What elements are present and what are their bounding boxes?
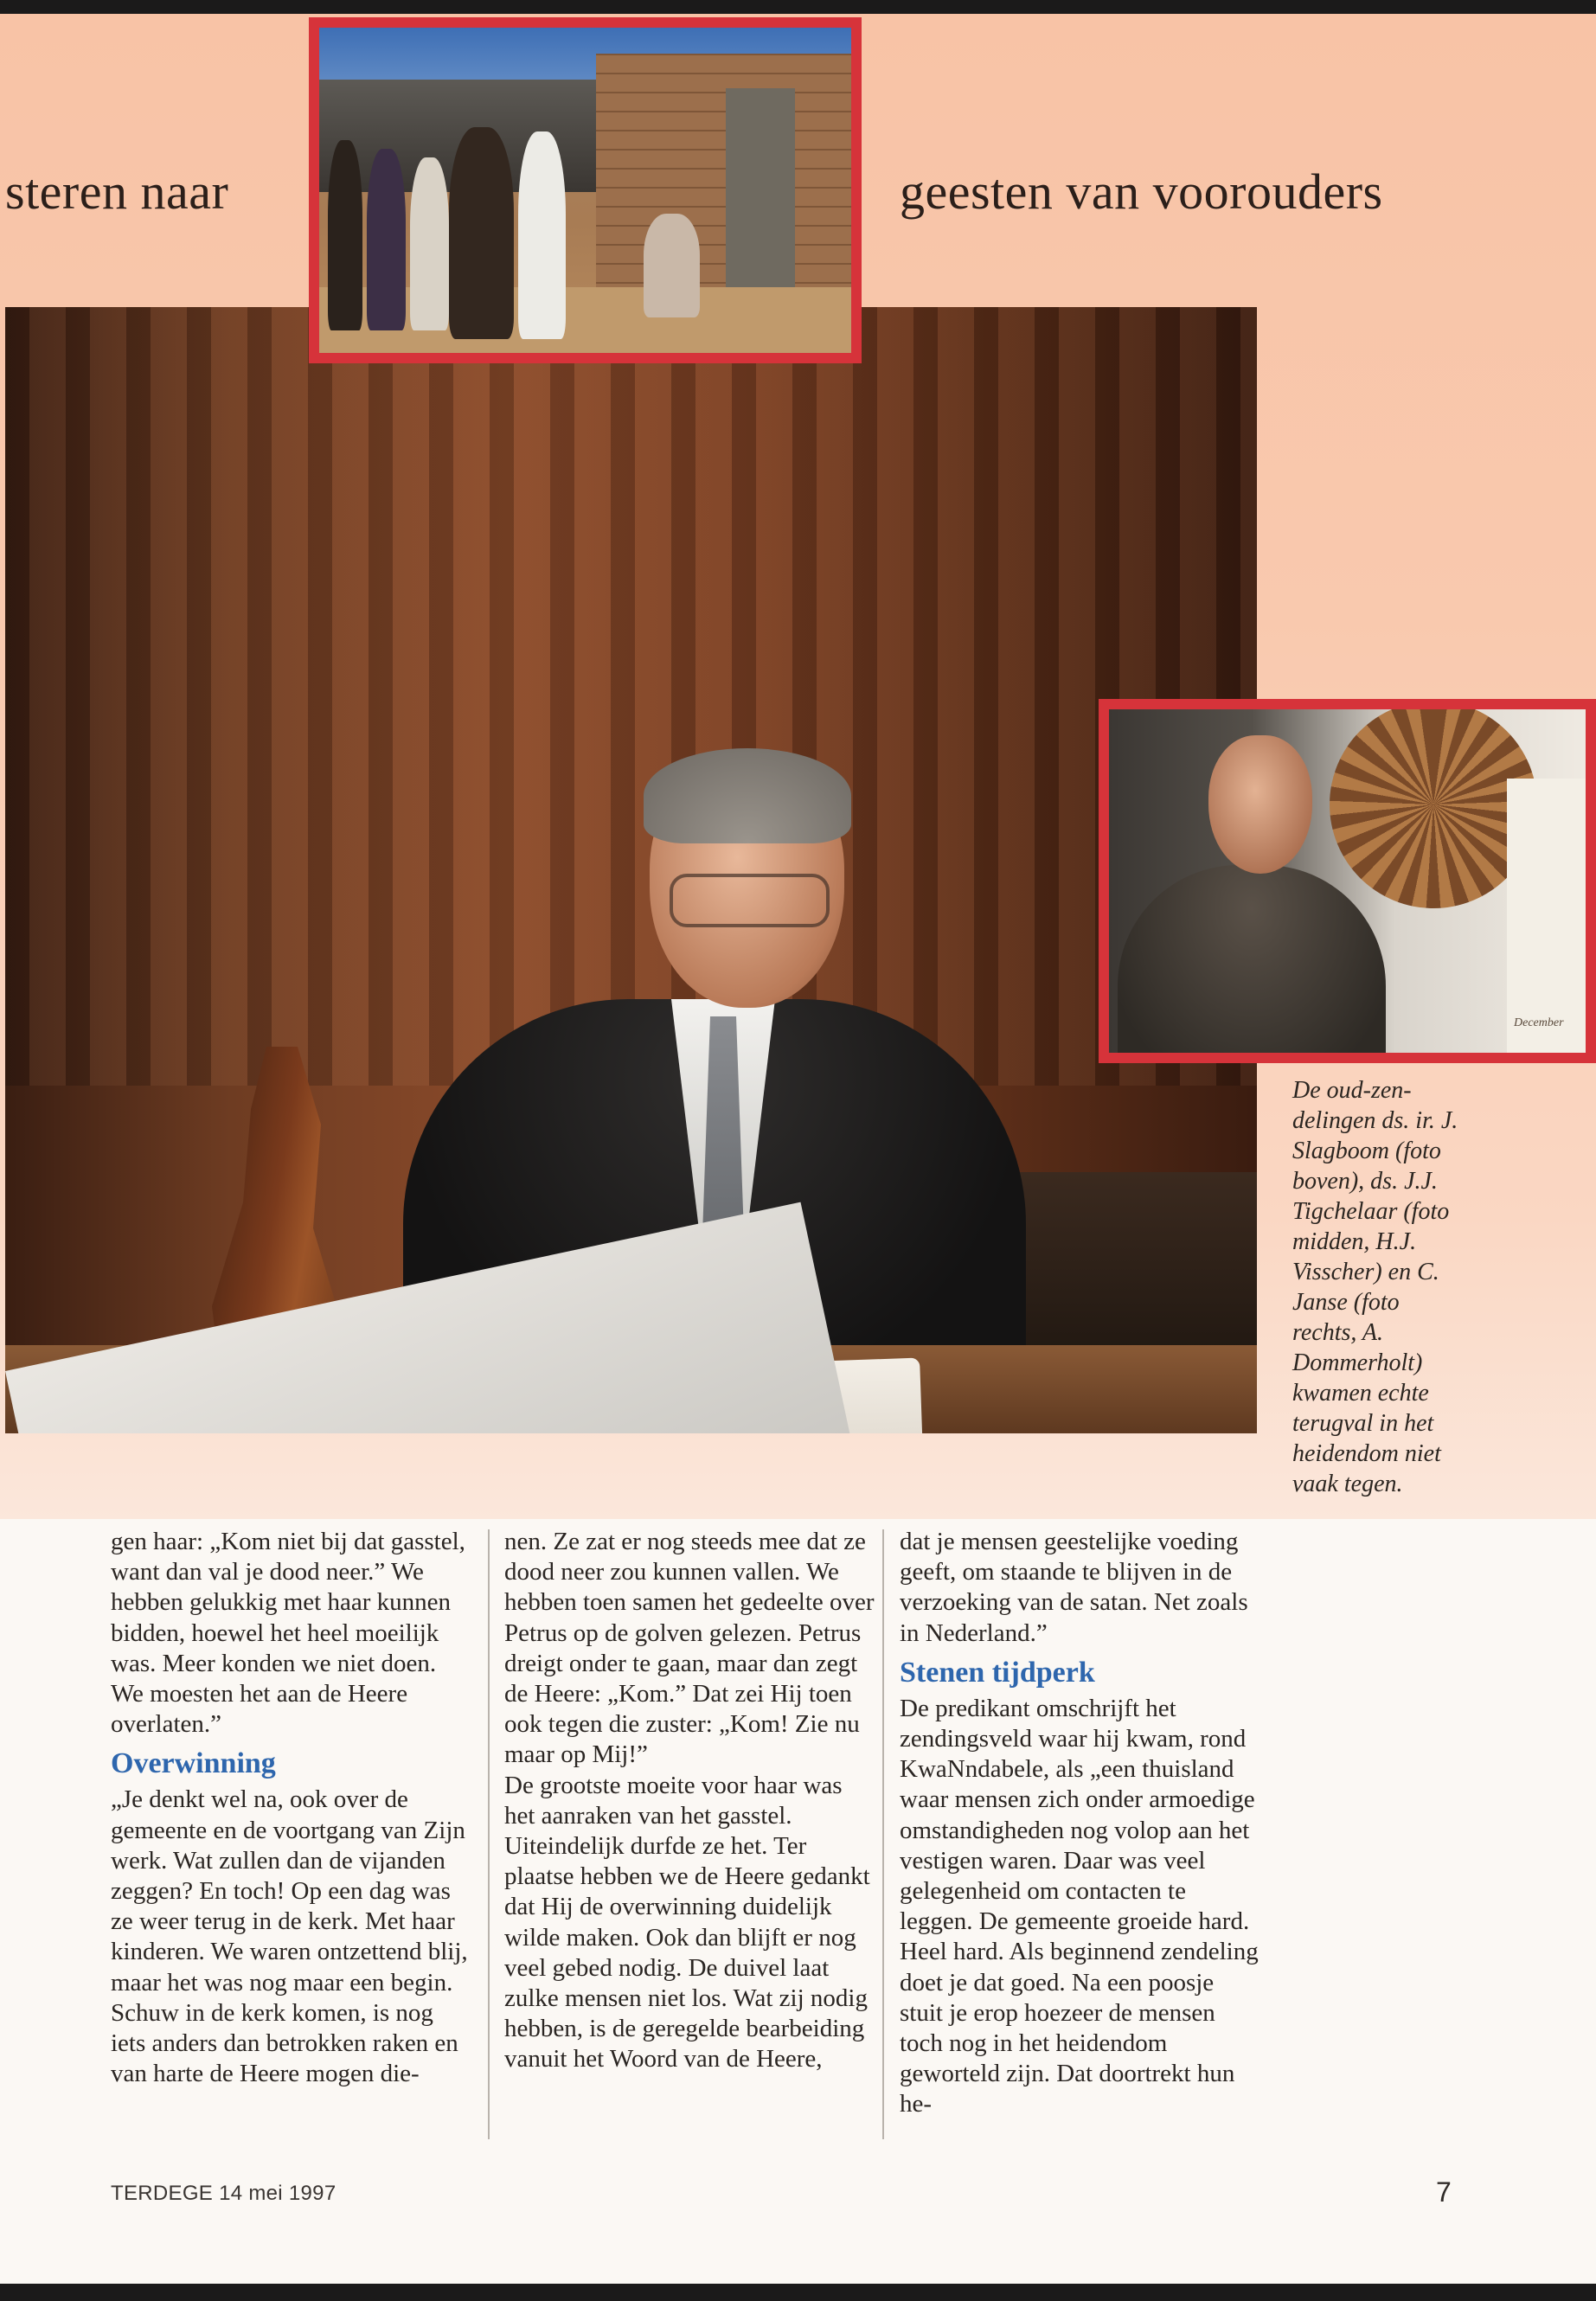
paragraph: De predikant omschrijft het zendingsveld waar hij kwam, rond KwaNndabele, als „een thuisland waar mensen zich onder armoedige omstandigheden nog volop aan het vestigen waren. Daar was veel gelegenheid om contacten te leggen. De gemeente groeide hard. Heel hard. Als beginnend zendeling doet je dat goed. Na een poosje stuit je erop hoezeer de mensen toch nog in het heidendom geworteld zijn. Dat doortrekt hun he- (900, 1694, 1259, 2118)
column-divider (488, 1529, 490, 2139)
person-shape (518, 131, 566, 339)
publication-footer: TERDEGE 14 mei 1997 (111, 2182, 337, 2205)
page-number: 7 (1436, 2176, 1452, 2208)
door-shape (726, 88, 795, 296)
bottom-rule (0, 2284, 1596, 2301)
main-photo (5, 307, 1257, 1433)
person-shape (410, 157, 449, 330)
paragraph: gen haar: „Kom niet bij dat gasstel, want dan val je dood neer.” We hebben gelukkig met haar kunnen bidden, hoewel het heel moeilijk was. Meer konden we niet doen. We moesten het aan de Heere overlaten.” (111, 1528, 465, 1739)
column-divider (882, 1529, 884, 2139)
person-shape (449, 127, 514, 339)
paragraph: nen. Ze zat er nog steeds mee dat ze dood neer zou kunnen vallen. We hebben toen samen het gedeelte over Petrus op de golven gelezen. Petrus dreigt onder te gaan, maar dan zegt de Heere: „Kom.” Dat zei Hij toen ook tegen die zuster: „Kom! Zie nu maar op Mij!” (504, 1528, 875, 1769)
basket-shape (1330, 701, 1537, 908)
right-photo (1099, 699, 1596, 1063)
curtain-texture (5, 307, 1257, 1086)
paragraph: „Je denkt wel na, ook over de gemeente en de voortgang van Zijn werk. Wat zullen dan de vijanden zeggen? En toch! Op een dag was ze weer terug in de kerk. Met haar kinderen. We waren ontzettend blij, maar het was nog maar een begin. Schuw in de kerk komen, is nog iets anders dan betrokken raken en van harte de Heere mogen die- (111, 1785, 468, 2088)
top-photo (309, 17, 862, 363)
jacket-shape (1118, 865, 1386, 1063)
photo-caption: De oud-zen-delingen ds. ir. J. Slagboom (foto boven), ds. J.J. Tigchelaar (foto midden, H.J. Visscher) en C. Janse (foto rechts, A. Dommerholt) kwamen echte terugval in het heidendom niet vaak tegen. (1292, 1077, 1458, 1497)
top-rule (0, 0, 1596, 14)
hair-shape (644, 748, 851, 843)
article-column-2 (504, 1527, 876, 2075)
headline-right: geesten van voorouders (900, 163, 1383, 220)
headline-left: steren naar (5, 163, 229, 220)
face-shape (1208, 735, 1312, 874)
person-shape (644, 214, 700, 317)
calendar-label: December (1514, 1016, 1564, 1029)
person-shape (328, 140, 362, 330)
subheading: Overwinning (111, 1747, 276, 1780)
person-shape (367, 149, 406, 330)
article-column-1 (111, 1527, 474, 2089)
subheading: Stenen tijdperk (900, 1656, 1095, 1689)
article-column-3 (900, 1527, 1263, 2120)
glasses-shape (670, 874, 830, 927)
paragraph: De grootste moeite voor haar was het aanraken van het gasstel. Uiteindelijk durfde ze het. Ter plaatse hebben we de Heere gedankt dat Hij de overwinning duidelijk wilde maken. Ook dan blijft er nog veel gebed nodig. De duivel laat zulke mensen niet los. Wat zij nodig hebben, is de geregelde bearbeiding vanuit het Woord van de Heere, (504, 1771, 870, 2073)
paragraph: dat je mensen geestelijke voeding geeft, om staande te blijven in de verzoeking van de satan. Net zoals in Nederland.” (900, 1528, 1248, 1647)
